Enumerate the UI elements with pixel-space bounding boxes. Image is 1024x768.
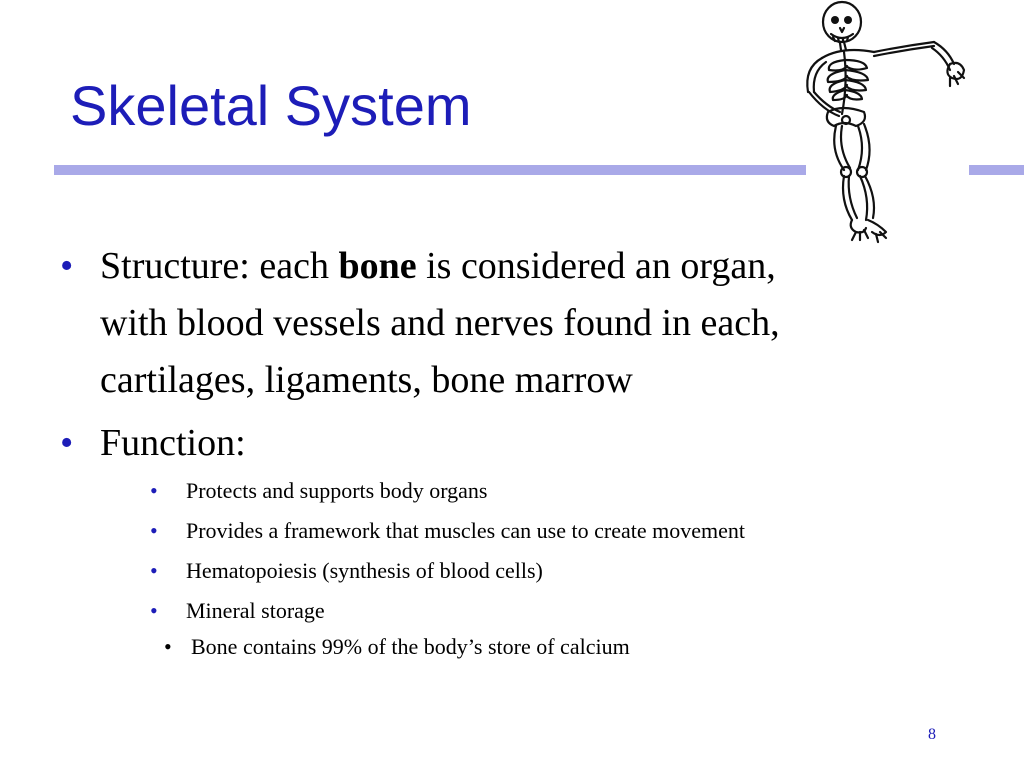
bullet-list bbox=[60, 238, 940, 626]
function-label: Function: bbox=[100, 422, 246, 464]
title-underline-right bbox=[969, 165, 1024, 175]
bold-term-bone: bone bbox=[338, 245, 417, 287]
function-item: • Mineral storage bbox=[100, 596, 940, 626]
sub-bullet-marker: • bbox=[150, 478, 158, 503]
function-item: • Provides a framework that muscles can use to create movement bbox=[100, 516, 940, 546]
function-item: • Hematopoiesis (synthesis of blood cells) bbox=[100, 556, 940, 586]
structure-line-2: with blood vessels and nerves found in each, bbox=[100, 302, 780, 344]
bullet-structure bbox=[60, 238, 940, 409]
sub-bullet-marker: • bbox=[150, 558, 158, 583]
dancing-skeleton-icon bbox=[800, 0, 975, 245]
sub-bullet-marker: • bbox=[150, 518, 158, 543]
mineral-item: • Bone contains 99% of the body’s store of calcium bbox=[60, 632, 940, 662]
sub-sub-bullet-marker: • bbox=[164, 634, 172, 659]
title-underline-left bbox=[54, 165, 806, 175]
bullet-marker: • bbox=[60, 245, 74, 287]
mineral-sublist bbox=[60, 632, 940, 662]
function-sublist bbox=[100, 476, 940, 626]
structure-line-1: Structure: each bone is considered an organ, bbox=[100, 245, 776, 287]
structure-line-3: cartilages, ligaments, bone marrow bbox=[100, 359, 633, 401]
function-item: • Protects and supports body organs bbox=[100, 476, 940, 506]
page-number: 8 bbox=[928, 726, 936, 743]
bullet-function bbox=[60, 415, 940, 626]
slide-body bbox=[60, 238, 940, 626]
slide-title: Skeletal System bbox=[70, 74, 472, 137]
bullet-marker: • bbox=[60, 422, 74, 464]
sub-bullet-marker: • bbox=[150, 598, 158, 623]
